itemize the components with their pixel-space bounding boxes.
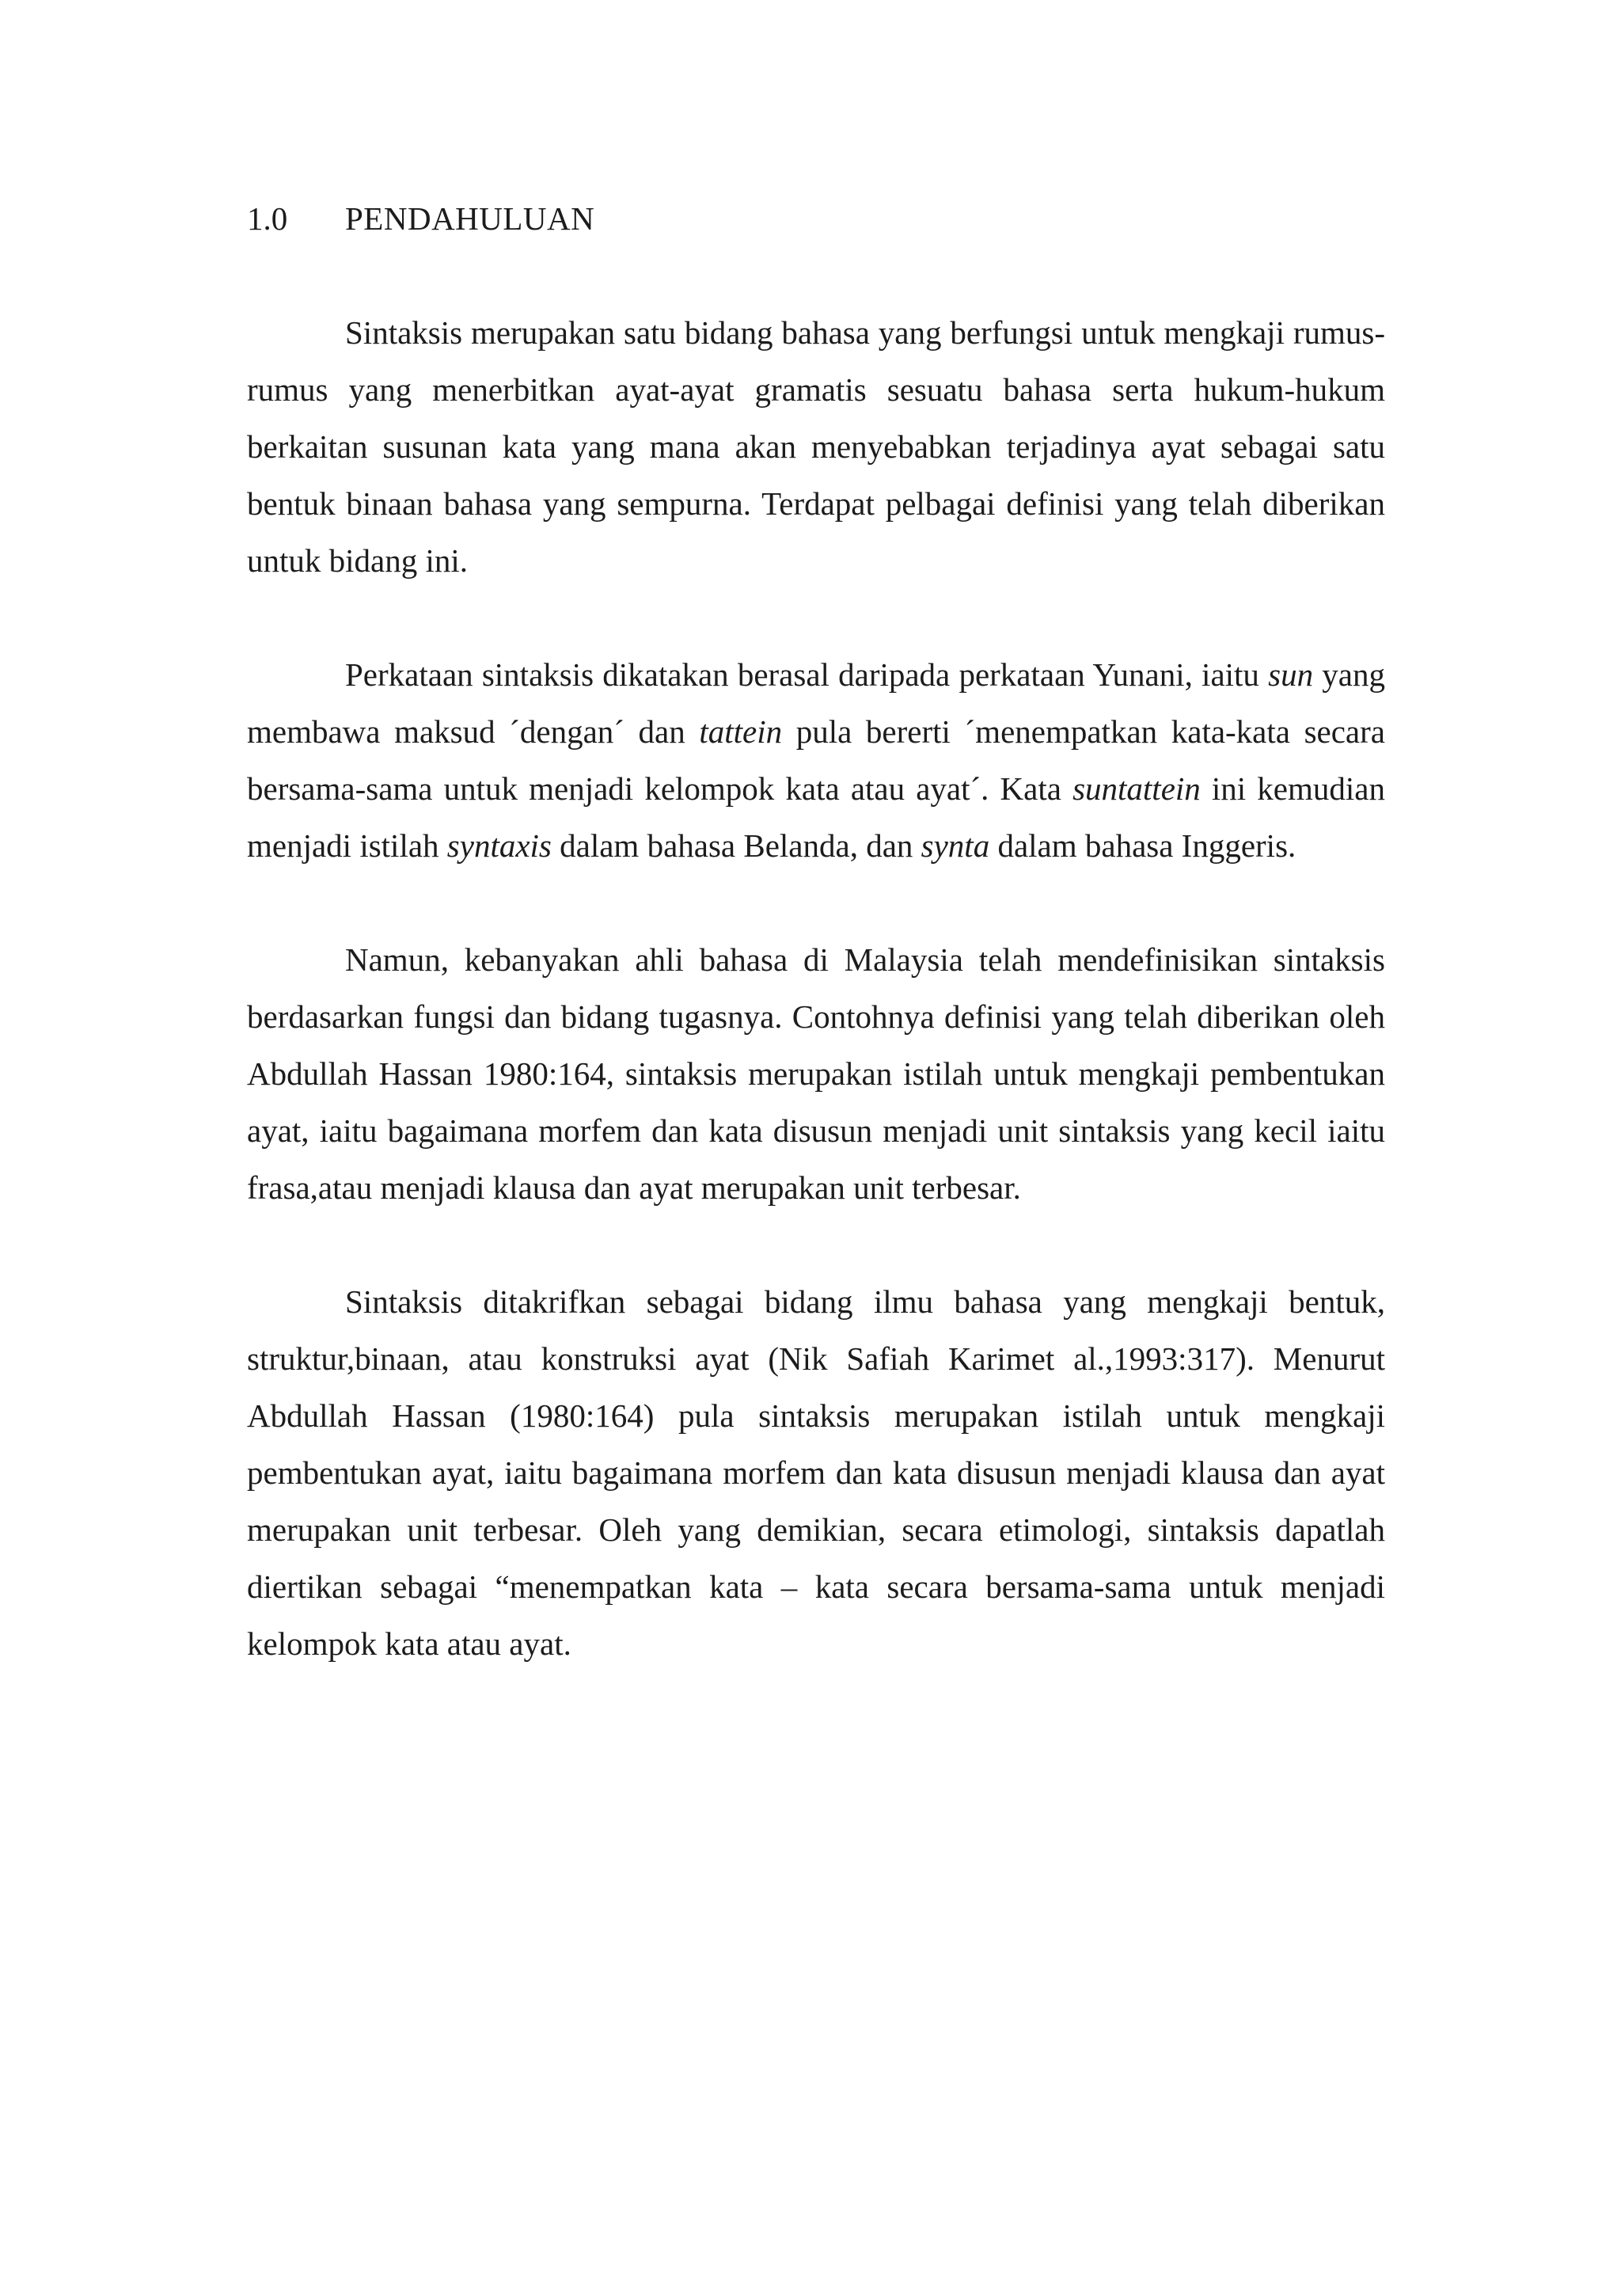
- paragraph-1: [247, 304, 1385, 589]
- italic-term: tattein: [699, 713, 783, 750]
- text-run: Perkataan sintaksis dikatakan berasal daripada perkataan Yunani, iaitu: [345, 656, 1269, 693]
- section-heading: [247, 190, 1385, 247]
- paragraph-2: [247, 646, 1385, 874]
- document-body: [247, 190, 1385, 1672]
- text-run: pula bererti ´menempatkan kata-kata secara bersama-sama untuk menjadi kelompok kata atau ayat´. Kata: [247, 713, 1385, 807]
- text-run: ini kemudian menjadi istilah: [247, 770, 1385, 864]
- text-run: Sintaksis ditakrifkan sebagai bidang ilmu bahasa yang mengkaji bentuk, struktur,binaan, atau konstruksi ayat (Nik Safiah Karimet al.,1993:317). Menurut Abdullah Hassan (1980:164) pula sintaksis merupakan istilah untuk mengkaji pembentukan ayat, iaitu bagaimana morfem dan kata disusun menjadi klausa dan ayat merupakan unit terbesar. Oleh yang demikian, secara etimologi, sintaksis dapatlah diertikan sebagai “menempatkan kata – kata secara bersama-sama untuk menjadi kelompok kata atau ayat.: [247, 1283, 1385, 1662]
- paragraph-4: [247, 1273, 1385, 1672]
- paragraph-3: [247, 931, 1385, 1216]
- text-run: Namun, kebanyakan ahli bahasa di Malaysia telah mendefinisikan sintaksis berdasarkan fungsi dan bidang tugasnya. Contohnya definisi yang telah diberikan oleh Abdullah Hassan 1980:164, sintaksis merupakan istilah untuk mengkaji pembentukan ayat, iaitu bagaimana morfem dan kata disusun menjadi unit sintaksis yang kecil iaitu frasa,atau menjadi klausa dan ayat merupakan unit terbesar.: [247, 941, 1385, 1206]
- italic-term: suntattein: [1072, 770, 1201, 807]
- section-title: PENDAHULUAN: [345, 200, 595, 237]
- italic-term: synta: [921, 827, 990, 864]
- section-number: 1.0: [247, 200, 288, 237]
- text-run: dalam bahasa Belanda, dan: [551, 827, 921, 864]
- italic-term: syntaxis: [446, 827, 552, 864]
- text-run: yang membawa maksud ´dengan´ dan: [247, 656, 1386, 750]
- text-run: Sintaksis merupakan satu bidang bahasa yang berfungsi untuk mengkaji rumus-rumus yang menerbitkan ayat-ayat gramatis sesuatu bahasa serta hukum-hukum berkaitan susunan kata yang mana akan menyebabkan terjadinya ayat sebagai satu bentuk binaan bahasa yang sempurna. Terdapat pelbagai definisi yang telah diberikan untuk bidang ini.: [247, 314, 1385, 579]
- italic-term: sun: [1268, 656, 1314, 693]
- text-run: dalam bahasa Inggeris.: [989, 827, 1296, 864]
